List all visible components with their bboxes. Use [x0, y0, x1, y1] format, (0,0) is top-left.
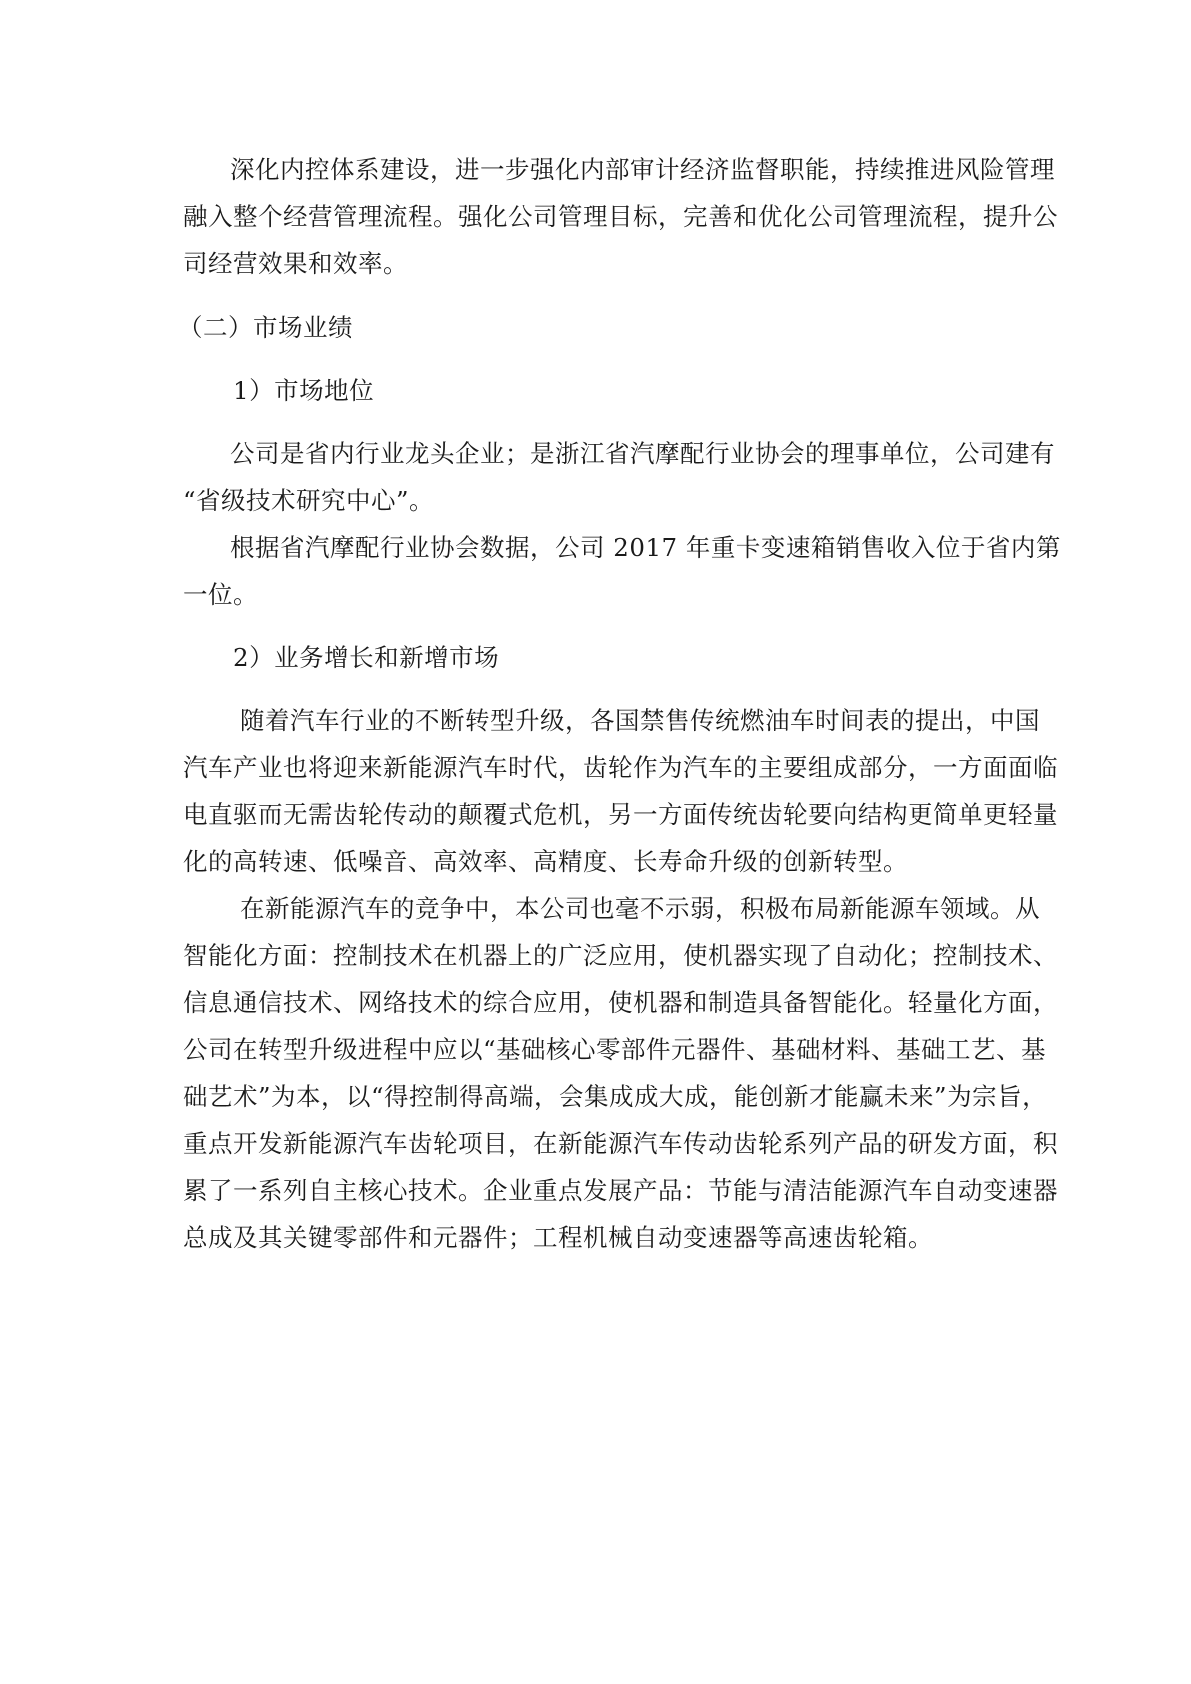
paragraph-line: 司经营效果和效率。 [183, 249, 408, 278]
paragraph-line: 累了一系列自主核心技术。企业重点发展产品：节能与清洁能源汽车自动变速器 [183, 1176, 1058, 1205]
subsection-heading: 1）市场地位 [233, 376, 375, 405]
subsection-heading: 2）业务增长和新增市场 [233, 643, 500, 672]
paragraph-line: 根据省汽摩配行业协会数据，公司 2017 年重卡变速箱销售收入位于省内第 [230, 533, 1061, 562]
paragraph-line: 电直驱而无需齿轮传动的颠覆式危机，另一方面传统齿轮要向结构更简单更轻量 [183, 800, 1058, 829]
paragraph-line: 础艺术”为本，以“得控制得高端，会集成成大成，能创新才能赢未来”为宗旨， [183, 1082, 1048, 1111]
paragraph-line: 公司在转型升级进程中应以“基础核心零部件元器件、基础材料、基础工艺、基 [183, 1035, 1047, 1064]
paragraph-line: 汽车产业也将迎来新能源汽车时代，齿轮作为汽车的主要组成部分，一方面面临 [183, 753, 1058, 782]
paragraph-line: 化的高转速、低噪音、高效率、高精度、长寿命升级的创新转型。 [183, 847, 908, 876]
paragraph-line: 一位。 [183, 580, 258, 609]
section-heading: （二）市场业绩 [178, 313, 353, 342]
paragraph-line: 重点开发新能源汽车齿轮项目，在新能源汽车传动齿轮系列产品的研发方面，积 [183, 1129, 1058, 1158]
paragraph-line: 公司是省内行业龙头企业；是浙江省汽摩配行业协会的理事单位，公司建有 [230, 439, 1055, 468]
paragraph-line: 随着汽车行业的不断转型升级，各国禁售传统燃油车时间表的提出，中国 [240, 706, 1040, 735]
paragraph-line: 总成及其关键零部件和元器件；工程机械自动变速器等高速齿轮箱。 [183, 1223, 933, 1252]
paragraph-line: “省级技术研究中心”。 [183, 486, 435, 515]
paragraph-line: 智能化方面：控制技术在机器上的广泛应用，使机器实现了自动化；控制技术、 [183, 941, 1058, 970]
paragraph-line: 深化内控体系建设，进一步强化内部审计经济监督职能，持续推进风险管理 [230, 155, 1055, 184]
paragraph-line: 融入整个经营管理流程。强化公司管理目标，完善和优化公司管理流程，提升公 [183, 202, 1058, 231]
paragraph-line: 在新能源汽车的竞争中，本公司也毫不示弱，积极布局新能源车领域。从 [240, 894, 1040, 923]
paragraph-line: 信息通信技术、网络技术的综合应用，使机器和制造具备智能化。轻量化方面， [183, 988, 1058, 1017]
